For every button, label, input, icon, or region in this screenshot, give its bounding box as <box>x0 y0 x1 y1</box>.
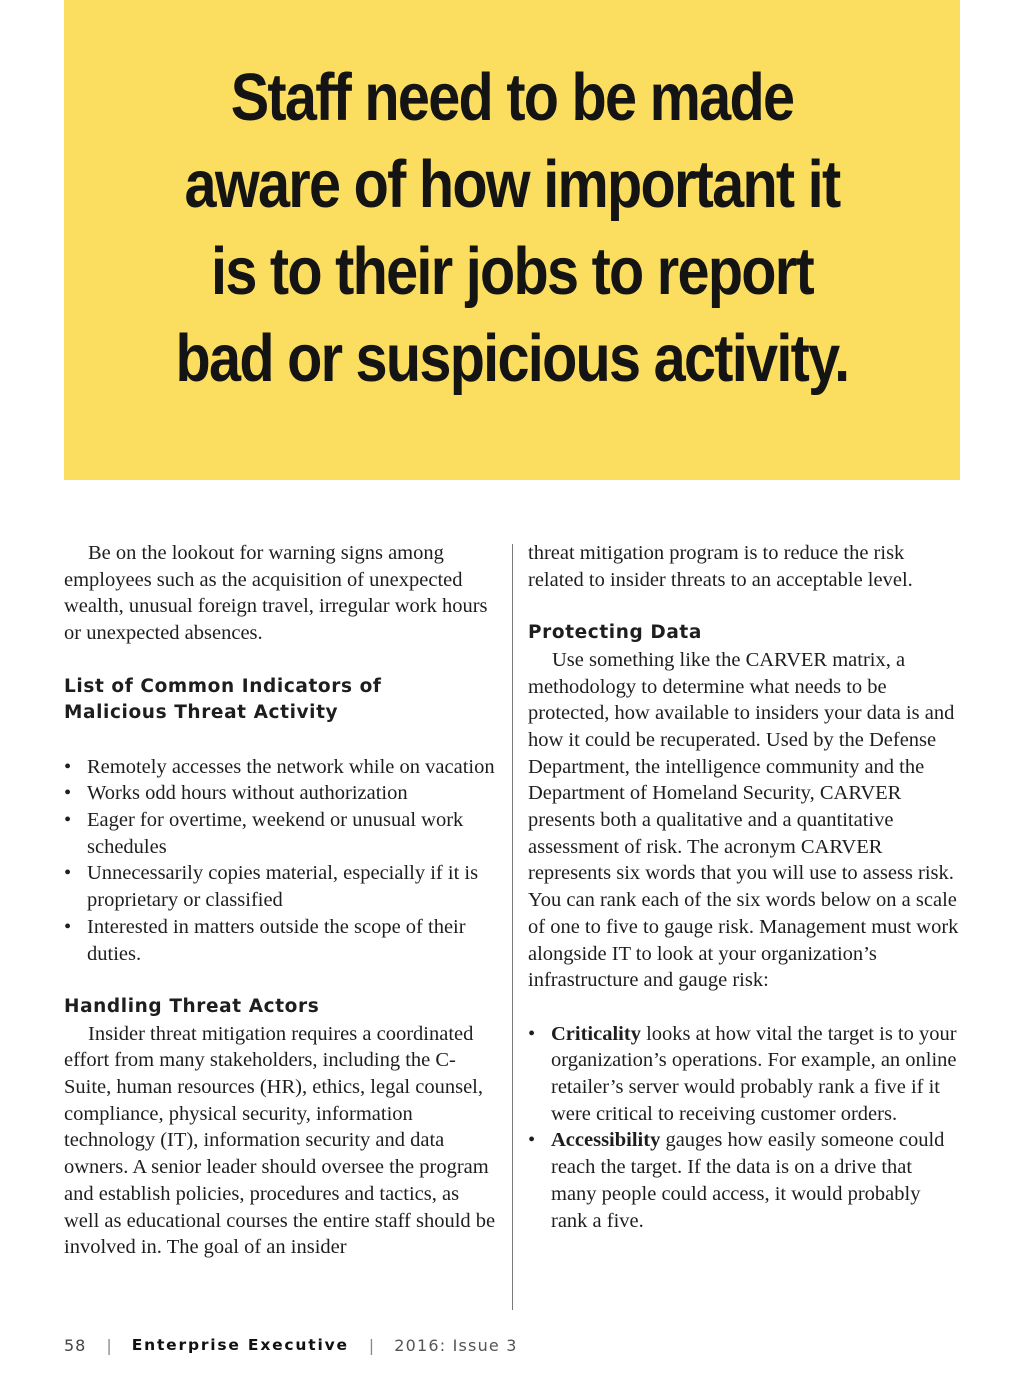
pull-quote-line: aware of how important it <box>184 147 840 222</box>
pull-quote <box>127 54 898 402</box>
carver-list <box>528 1021 960 1235</box>
protecting-data-heading: Protecting Data <box>528 622 702 644</box>
carver-description: gauges how easily someone could reach the target. If the data is on a drive that many people could access, it would probably rank a five. <box>551 1129 945 1232</box>
indicators-heading-line: List of Common Indicators of <box>64 675 382 697</box>
indicators-heading-line: Malicious Threat Activity <box>64 702 339 724</box>
page-number: 58 <box>64 1335 87 1355</box>
list-item <box>528 1127 960 1234</box>
right-column <box>528 540 960 1234</box>
indicators-heading <box>64 674 496 727</box>
continuation-paragraph: threat mitigation program is to reduce the risk related to insider threats to an acceptable level. <box>528 542 913 591</box>
threat-actors-paragraph: Insider threat mitigation requires a coordinated effort from many stakeholders, including the C-Suite, human resources (HR), ethics, legal counsel, compliance, physical security, information technology (IT), information security and data owners. A senior leader should oversee the program and establish policies, procedures and tactics, as well as educational courses the entire staff should be involved in. The goal of an insider <box>64 1022 496 1259</box>
list-item: • Unnecessarily copies material, especially if it is proprietary or classified <box>64 860 496 913</box>
protecting-data-paragraph: Use something like the CARVER matrix, a methodology to determine what needs to be protected, how available to insiders your data is and how it could be recuperated. Used by the Defense Department, the intelligence community and the Department of Homeland Security, CARVER presents both a qualitative and a quantitative assessment of risk. The acronym CARVER represents six words that you will use to assess risk. You can rank each of the six words below on a scale of one to five to gauge risk. Management must work alongside IT to look at your organization’s infrastructure and gauge risk: <box>528 648 959 992</box>
page-footer <box>64 1332 518 1358</box>
list-item: • Interested in matters outside the scope of their duties. <box>64 914 496 967</box>
indicators-list <box>64 754 496 968</box>
carver-description: looks at how vital the target is to your organization’s operations. For example, an online retailer’s server would probably rank a five if it were critical to receiving customer orders. <box>551 1022 957 1125</box>
list-item: • Works odd hours without authorization <box>64 780 496 807</box>
threat-actors-heading: Handling Threat Actors <box>64 995 320 1017</box>
carver-term: Criticality <box>551 1022 641 1045</box>
carver-term: Accessibility <box>551 1129 661 1152</box>
list-item: • Remotely accesses the network while on vacation <box>64 754 496 781</box>
issue-label: 2016: Issue 3 <box>394 1335 518 1355</box>
pull-quote-box <box>64 0 960 480</box>
pull-quote-line: is to their jobs to report <box>211 234 813 309</box>
list-item: • Eager for overtime, weekend or unusual work schedules <box>64 807 496 860</box>
list-item <box>528 1021 960 1128</box>
footer-separator: | <box>106 1335 112 1355</box>
intro-paragraph: Be on the lookout for warning signs among employees such as the acquisition of unexpected wealth, unusual foreign travel, irregular work hours or unexpected absences. <box>64 542 488 645</box>
left-column <box>64 540 496 1261</box>
footer-separator: | <box>368 1335 375 1355</box>
column-divider <box>512 544 513 1310</box>
pull-quote-line: Staff need to be made <box>230 60 794 135</box>
pull-quote-line: bad or suspicious activity. <box>175 321 849 396</box>
magazine-name: Enterprise Executive <box>131 1336 349 1354</box>
